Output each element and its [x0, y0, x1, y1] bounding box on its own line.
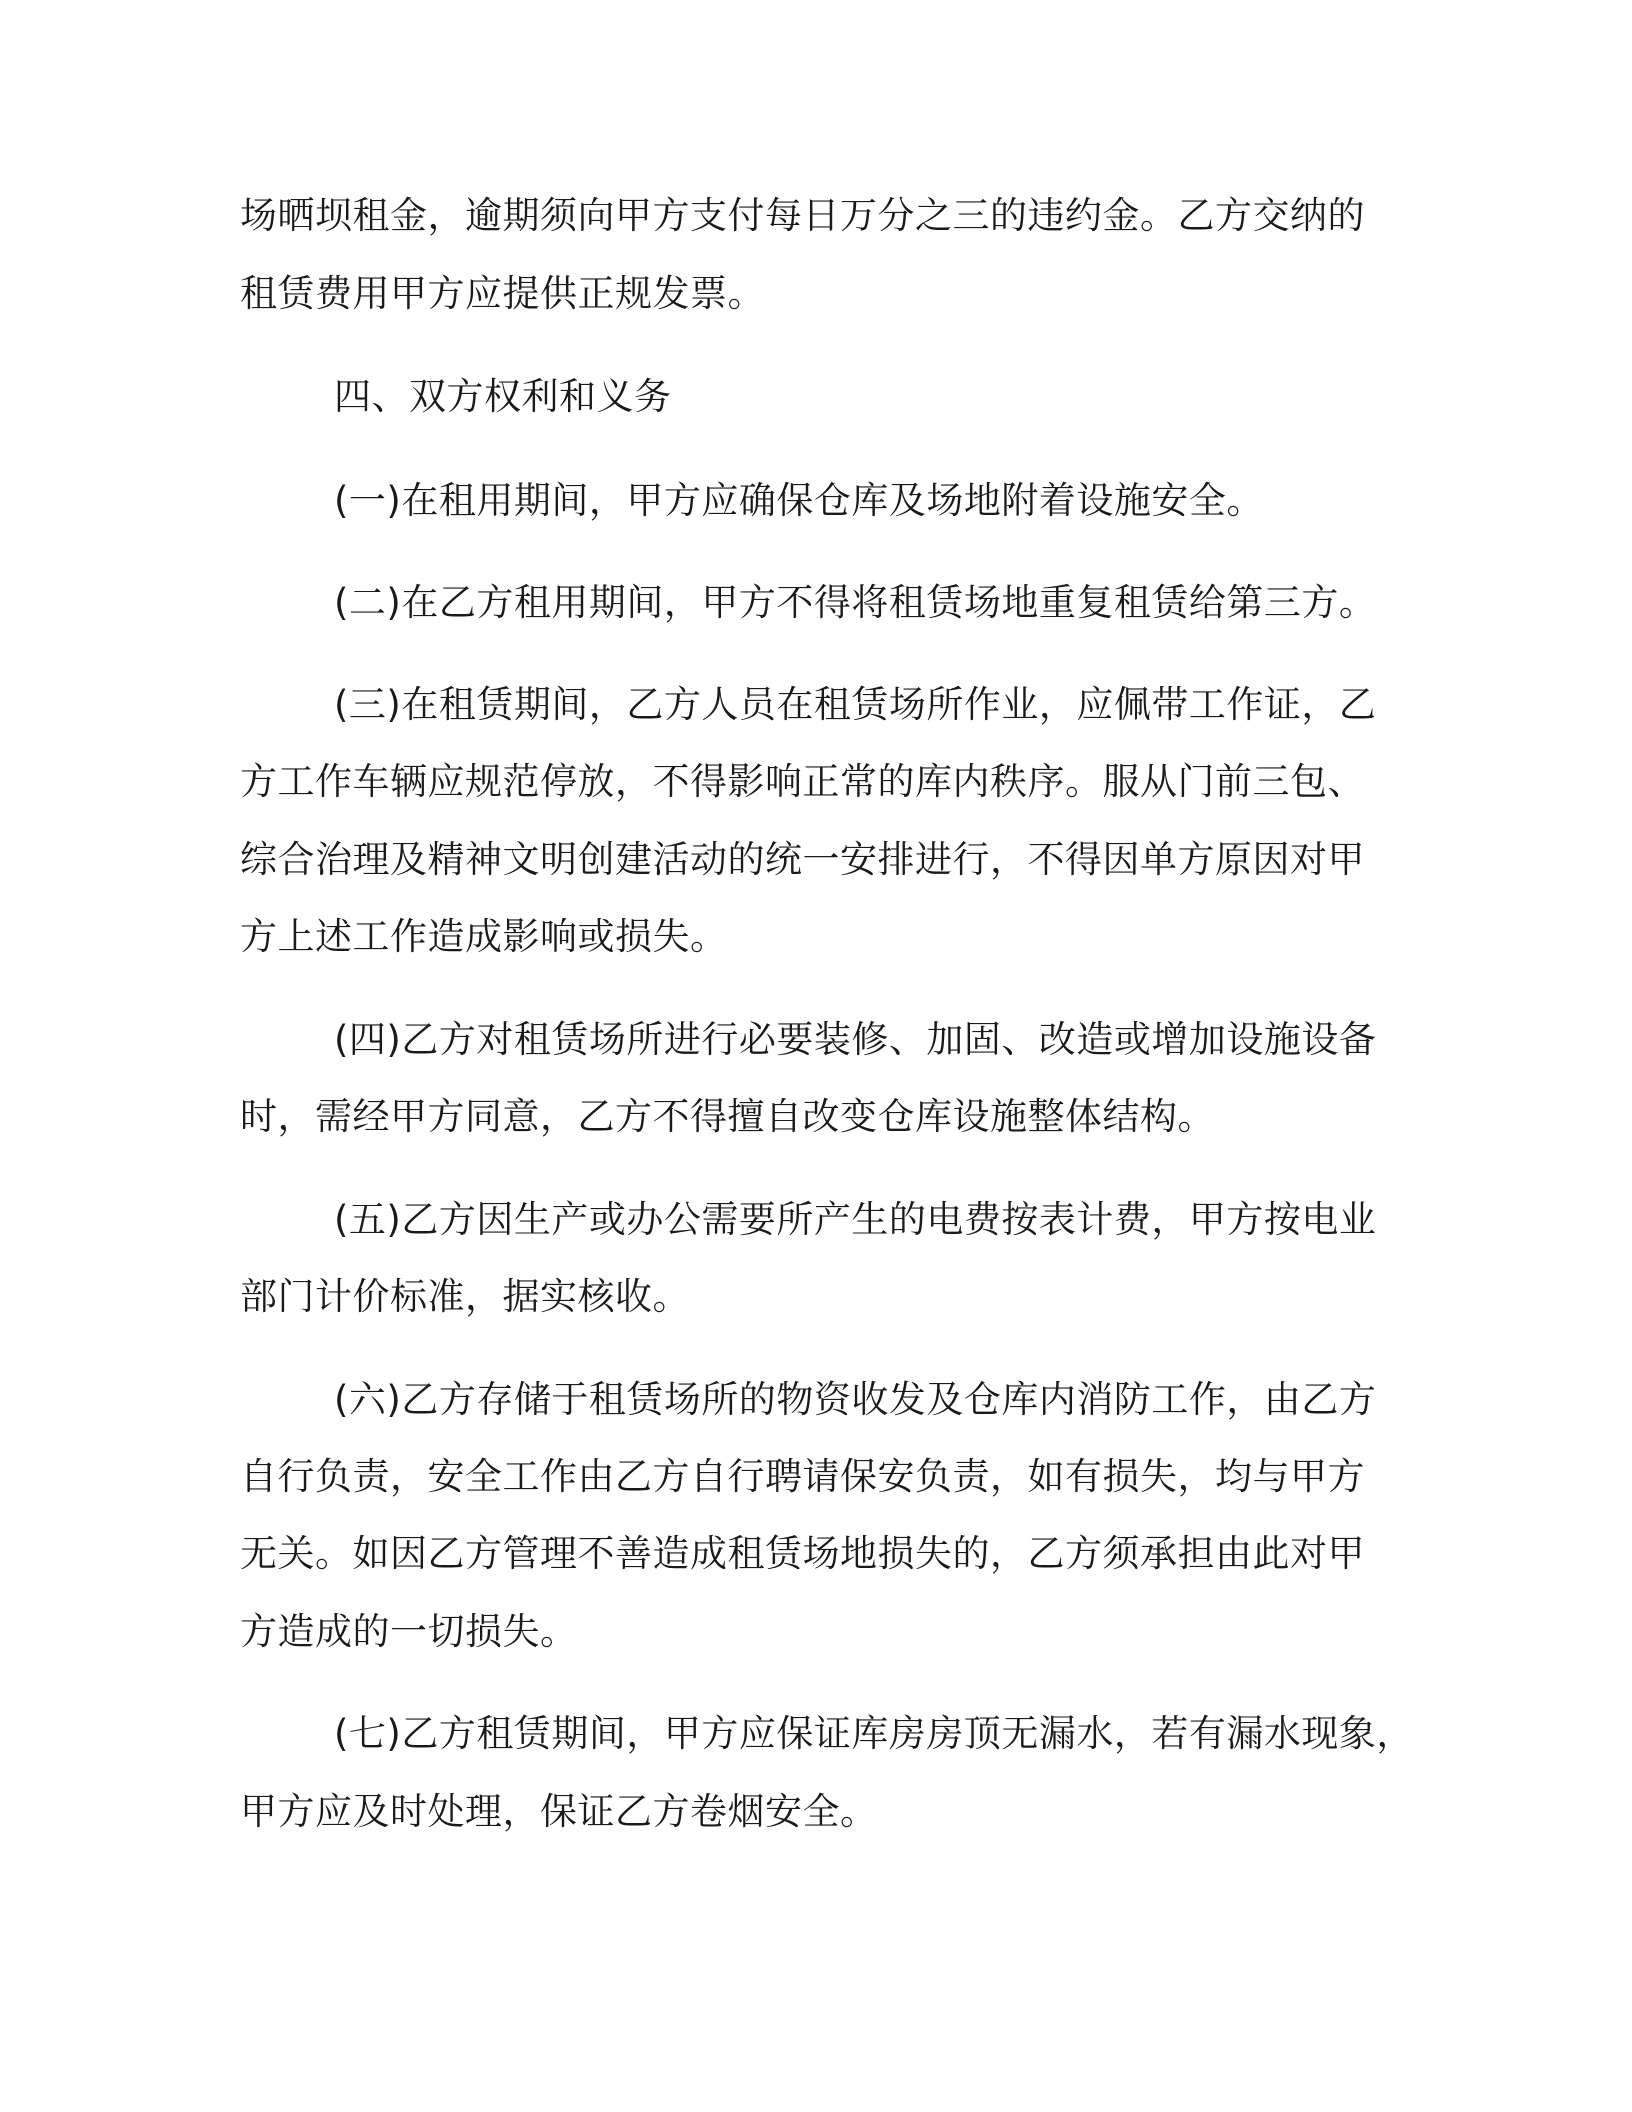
- clause-line: (六)乙方存储于租赁场所的物资收发及仓库内消防工作，由乙方: [334, 1378, 1377, 1421]
- clause-line: (五)乙方因生产或办公需要所产生的电费按表计费，甲方按电业: [334, 1198, 1377, 1241]
- clause-line: 综合治理及精神文明创建活动的统一安排进行，不得因单方原因对甲: [240, 838, 1365, 881]
- clause-line: 方工作车辆应规范停放，不得影响正常的库内秩序。服从门前三包、: [240, 760, 1365, 803]
- clause-line: 方上述工作造成影响或损失。: [240, 915, 728, 958]
- clause-line: (四)乙方对租赁场所进行必要装修、加固、改造或增加设施设备: [334, 1018, 1377, 1061]
- clause-line: 无关。如因乙方管理不善造成租赁场地损失的，乙方须承担由此对甲: [240, 1532, 1365, 1575]
- clause-line: (二)在乙方租用期间，甲方不得将租赁场地重复租赁给第三方。: [334, 581, 1377, 624]
- clause-line: 自行负责，安全工作由乙方自行聘请保安负责，如有损失，均与甲方: [240, 1455, 1365, 1498]
- clause-line: 时，需经甲方同意，乙方不得擅自改变仓库设施整体结构。: [240, 1095, 1215, 1138]
- clause-line: 方造成的一切损失。: [240, 1610, 578, 1653]
- clause-line: (一)在租用期间，甲方应确保仓库及场地附着设施安全。: [334, 479, 1264, 522]
- clause-line: 部门计价标准，据实核收。: [240, 1275, 690, 1318]
- clause-line: (三)在租赁期间，乙方人员在租赁场所作业，应佩带工作证，乙: [334, 683, 1377, 726]
- clause-line: (七)乙方租赁期间，甲方应保证库房房顶无漏水，若有漏水现象，: [334, 1712, 1414, 1755]
- paragraph-line: 场晒坝租金，逾期须向甲方支付每日万分之三的违约金。乙方交纳的: [240, 194, 1365, 237]
- section-heading: 四、双方权利和义务: [334, 375, 672, 418]
- paragraph-line: 租赁费用甲方应提供正规发票。: [240, 272, 765, 315]
- clause-line: 甲方应及时处理，保证乙方卷烟安全。: [240, 1790, 878, 1833]
